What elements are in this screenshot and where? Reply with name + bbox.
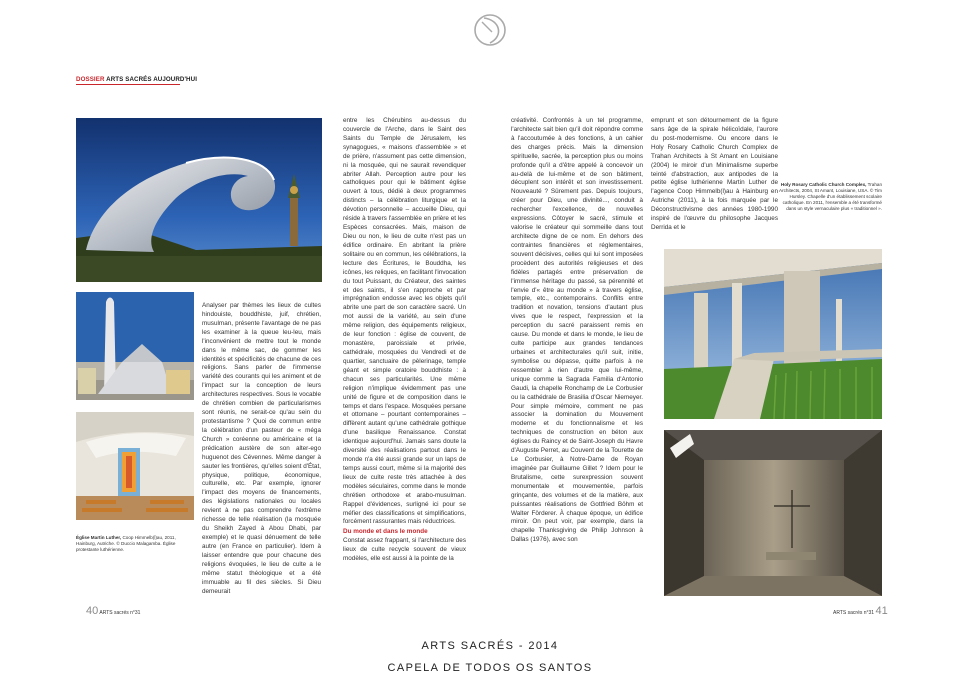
column-4-text: emprunt et son détournement de la figure sans âge de la spirale hélicoïdale, l'aurore du post-modernisme. Ou encore dans le Holy Rosary Catholic Church Complex de Trahan Architects à St Amant en Louisiane (2004) le miroir d'un Minimalisme superbe teinté d'abstraction, aux antipodes de la petite église luthérienne Martin Luther de l'agence Coop Himmelb(l)au à Hainburg en Autriche (2011), à la fois marquée par le Déconstructivisme des années 1980-1990 inspiré de l'œuvre du philosophe Jacques Derrida et le bbox=[651, 117, 778, 232]
section-header bbox=[76, 76, 197, 83]
left-caption-title: Église Martin Luther, bbox=[76, 535, 122, 540]
magazine-logo-icon bbox=[470, 10, 510, 50]
column-1-text: Analyser par thèmes les lieux de cultes hindouiste, bouddhiste, juif, chrétien, musulman, présente l'avantage de ne pas les examiner à la queue leu-leu, mais l'inconvénient de mettre tout le monde dans le même sac, de gommer les identités et spécificités de chacune de ces religions. Sans parler de l'immense variété des courants qui les animent et de l'impact sur la conception de leurs architectures respectives. Sous le vocable de chrétien combien de particularismes sont réunis, ne serait-ce qu'au sein du protestantisme ? Quoi de commun entre la célébration d'un pasteur de « méga Church » coréenne ou américaine et la prédication austère de son alter-ego huguenot des Cévennes. Même danger à sauter les frontières, qu'elles soient d'État, physique, politique, économique, culturelle, etc. Par exemple, ignorer l'impact des moyens de financements, des législations nationales ou locales revient à ne pas comprendre l'extrême richesse de telle réalisation (la mosquée du Sheikh Zayed à Abou Dhabi, par exemple) et le quasi dénuement de telle autre (en France en particulier). Idem à laisser entendre que pour chacune des religions évoquées, le lieu de culte a le même statut théologique et a été immuable au fil des siècles. Si Dieu demeurait bbox=[202, 302, 321, 595]
footer-title-line-1: ARTS SACRÉS - 2014 bbox=[421, 640, 559, 652]
column-2-continued-text: Constat assez frappant, si l'architecture des lieux de culte recycle souvent de vieux modèles, elle est aussi à la pointe de la bbox=[343, 537, 466, 563]
text-column-2 bbox=[343, 117, 466, 564]
header-title: ARTS SACRÉS AUJOURD'HUI bbox=[106, 76, 198, 83]
page-number-left-value: 40 bbox=[86, 605, 99, 617]
photo-martin-luther-interior bbox=[76, 412, 194, 520]
text-column-1 bbox=[202, 302, 321, 596]
photo-holy-rosary-exterior bbox=[664, 249, 882, 419]
text-column-3 bbox=[511, 117, 643, 545]
section-subheading: Du monde et dans le monde bbox=[343, 528, 428, 536]
right-photo-caption bbox=[772, 182, 882, 212]
page-number-left bbox=[86, 605, 140, 617]
left-photo-caption bbox=[76, 535, 194, 553]
header-rule bbox=[76, 84, 180, 85]
photo-martin-luther-exterior bbox=[76, 292, 194, 400]
page-number-right-value: 41 bbox=[875, 605, 888, 617]
right-caption-title: Holy Rosary Catholic Church Complex, bbox=[780, 182, 867, 187]
footer-title-line-2: CAPELA DE TODOS OS SANTOS bbox=[387, 662, 593, 674]
left-caption-body: Coop Himmelb(l)au, 2011, Hainburg, Autriche. © Duccio Malagamba. Église protestante luthérienne. bbox=[76, 535, 176, 552]
text-column-4 bbox=[651, 117, 778, 233]
page-number-left-label: ARTS sacrés n°31 bbox=[98, 610, 141, 616]
column-3-text: créativité. Confrontés à un tel programme, l'architecte sait bien qu'il doit répondre comme à l'accoutumée à des fonctions, à un cahier des charges précis. Mais la dimension spirituelle, sacrée, la perception plus ou moins profonde qu'il a d'être appelé à concevoir un au-delà de lui-même et de son bâtiment, décuplent son intérêt et son investissement. Nouveauté ? Sûrement pas. Depuis toujours, créer pour Dieu, une divinité..., conduit à rechercher l'excellence, de nouvelles expressions. Côtoyer le sacré, stimule et valorise le créateur qui sommeille dans tout architecte digne de ce nom. En dehors des contraintes financières et réglementaires, souvent décisives, celles qui lui sont imposées procèdent des autorités religieuses et des fidèles partagés entre préservation de l'immense héritage du passé, sa pérennité et l'envie d'« être au monde » à travers église, temple, etc., contemporains. Conflits entre tradition et novation, tensions d'autant plus vives que le respect, l'expression et la perception du sacré paraissent remis en cause. Du monde et dans le monde, le lieu de culte participe aux grandes tendances urbaines et architecturales qu'il suit, initie, symbolise ou dépasse, quitte parfois à ne ressembler à rien d'autre que lui-même, unique comme la Sagrada Familia d'Antonio Gaudi, la chapelle Ronchamp de Le Corbusier ou la cathédrale de Brasilia d'Oscar Niemeyer. Pour simple mémoire, comment ne pas associer la domination du Mouvement moderne et du fonctionnalisme et les techniques de construction en béton aux églises du Raincy et de Saint-Joseph du Havre d'Auguste Perret, au Couvent de la Tourette de Le Corbusier, à Notre-Dame de Royan imaginée par Guillaume Gillet ? Idem pour le Brutalisme, cette surexpression souvent monumentale et mouvementée, parfois grinçante, des volumes et de la matière, aux puissantes réalisations de Gottfried Böhm et Walter Förderer. À chaque époque, un édifice miroir. On peut voir, par exemple, dans la chapelle Thanksgiving de Philip Johnson à Dallas (1976), avec son bbox=[511, 117, 643, 544]
column-2-text: entre les Chérubins au-dessus du couvercle de l'Arche, dans le Saint des Saints du Temple de Jérusalem, les synagogues, « maisons d'assemblée » et de prière, n'assument pas cette dimension, ni la mosquée, qui ne saurait revendiquer abriter Allah. Perception autre pour les catholiques pour qui le bâtiment église ouvert à tous, dédié à deux programmes distincts – la célébration liturgique et la dévotion personnelle – accueille Dieu, qui réside à travers l'assemblée en prière et les Espèces consacrées. Mais, maison de Dieu ou non, le lieu de culte n'est pas un édifice ordinaire. En abritant la prière solitaire ou en commun, les célébrations, la lecture des Écritures, le Bouddha, les icônes, les reliques, en facilitant l'invocation du tout Puissant, du Créateur, des saintes et des saints, il s'en rapproche et par imprégnation endosse avec les objets qu'il abrite une part de son caractère sacré. Un mot aussi de la variété, au sein d'une même religion, des équipements religieux, de leur fonction : église de couvent, de monastère, paroissiale et privée, cathédrale, mosquées du Vendredi et de quartier, sanctuaire de pèlerinage, temple géant et simple oratoire bouddhiste : à chacun ses particularités. Une même religion n'implique évidemment pas une unité de figure et de composition dans le temps et dans l'espace. Mosquées persane et ottomane – pourtant contemporaines – diffèrent autant qu'une cathédrale gothique d'une basilique Renaissance. Constat identique aujourd'hui. Jamais sans doute la diversité des réalisations partout dans le monde n'a été aussi grande sur un laps de temps aussi court, même si la majorité des lieux de culte reste très attachée à des modèles séculaires, comme dans le monde chrétien orthodoxe et arabo-musulman. Rappel d'évidences, surligné ici pour se méfier des classifications et simplifications, forcément rassurantes mais réductrices. bbox=[343, 117, 466, 526]
photo-martin-luther-roof bbox=[76, 118, 322, 282]
page-number-right bbox=[833, 605, 888, 617]
page-number-right-label: ARTS sacrés n°31 bbox=[833, 610, 876, 616]
right-caption-body: Trahan Architects, 2004, St Amant, Louisiane, USA. © Tim Hursley. Chapelle d'un établissement scolaire catholique. En 2011, l'ensemble a été transformé dans un style vernaculaire plus « traditionnel ». bbox=[779, 182, 882, 211]
photo-holy-rosary-interior bbox=[664, 430, 882, 596]
header-keyword: DOSSIER bbox=[76, 76, 105, 83]
